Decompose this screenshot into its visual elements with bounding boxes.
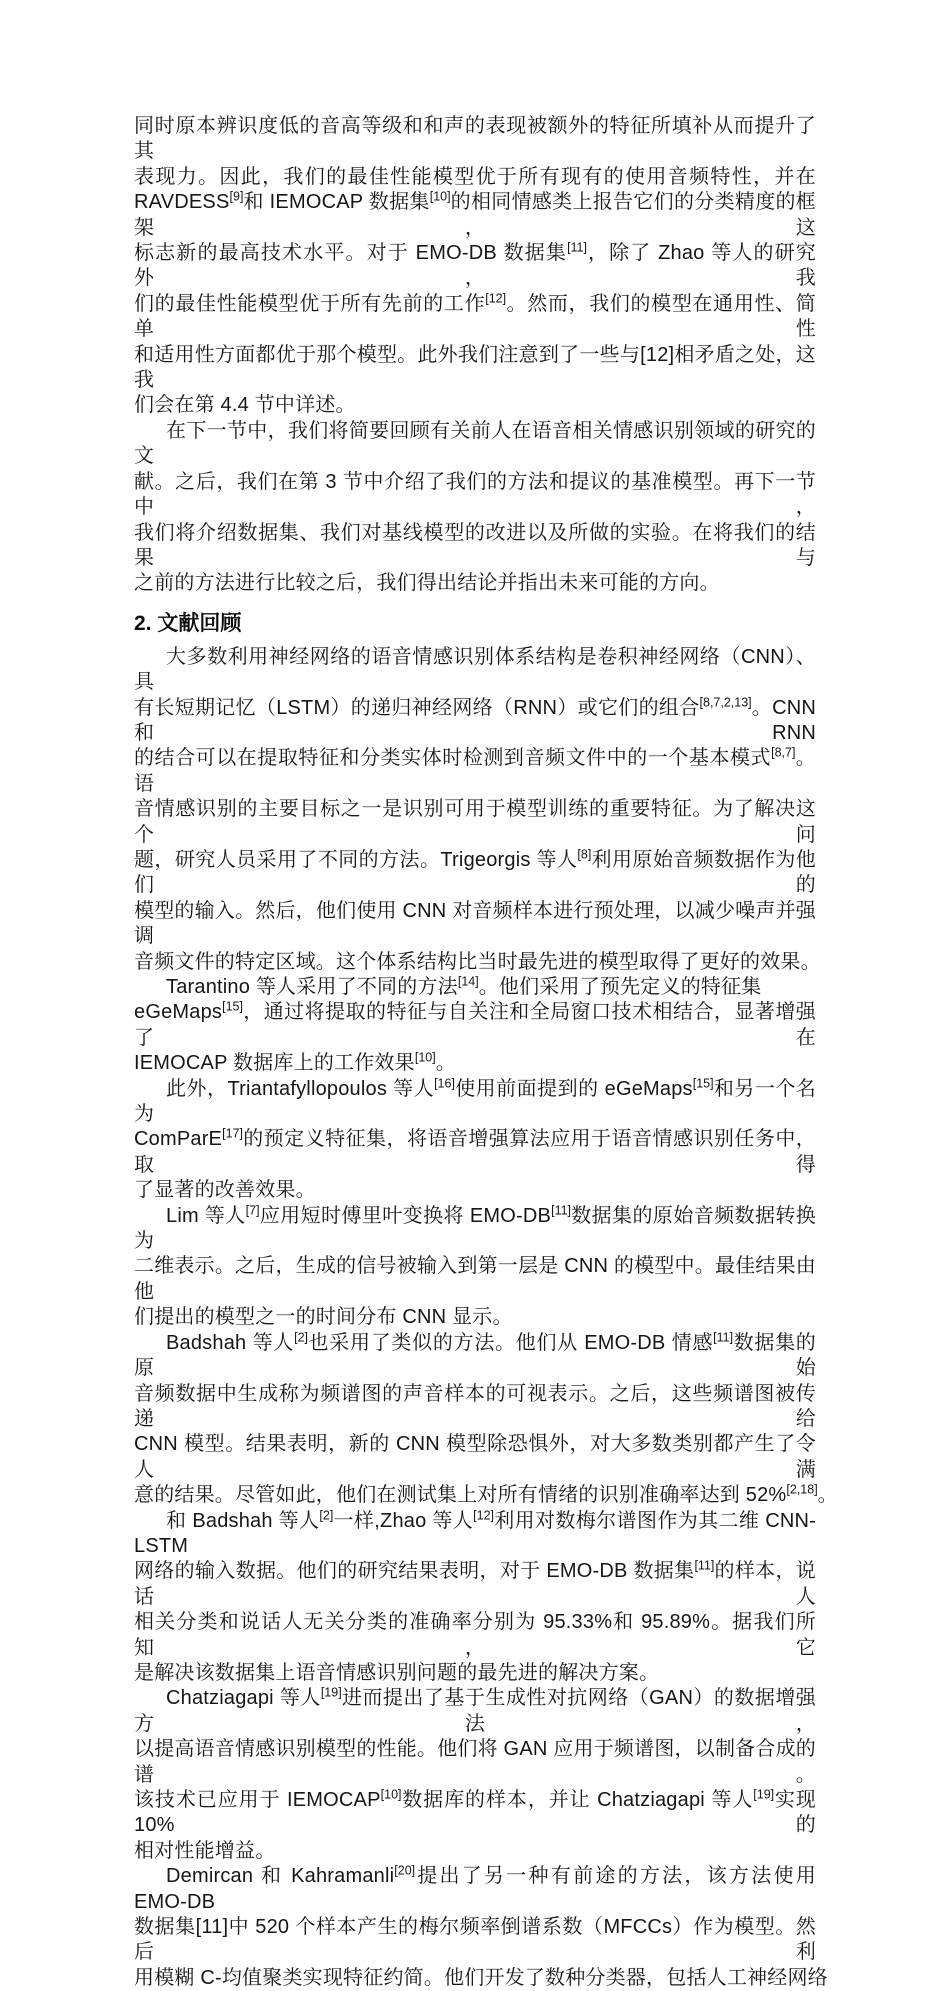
text-line: 二维表示。之后，生成的信号被输入到第一层是 CNN 的模型中。最佳结果由他 [134,1255,816,1303]
text-line: 有长短期记忆（LSTM）的递归神经网络（RNN）或它们的组合[8,7,2,13]。CNN 和 RNN [134,694,816,744]
text-line: 题，研究人员采用了不同的方法。Trigeorgis 等人[8]利用原始音频数据作为他们的 [134,847,816,897]
text-line: 相对性能增益。 [134,1839,276,1862]
paragraph [134,1686,816,1864]
citation-reference: [10] [414,1050,436,1065]
text-line: 和适用性方面都优于那个模型。此外我们注意到了一些与[12]相矛盾之处，这我 [134,343,816,392]
paragraph [134,975,816,1077]
citation-reference: [19] [753,1787,775,1802]
citation-reference: [2] [294,1330,308,1345]
citation-reference: [11] [567,240,587,255]
citation-reference: [9] [229,189,244,204]
text-line: ComParE[17]的预定义特征集，将语音增强算法应用于语音情感识别任务中，取得 [134,1126,816,1176]
paragraph [134,1204,816,1331]
citation-reference: [11] [713,1330,734,1345]
text-line: 模型的输入。然后，他们使用 CNN 对音频样本进行预处理，以减少噪声并强调 [134,899,816,948]
citation-reference: [10] [380,1787,402,1802]
text-line: 音频数据中生成称为频谱图的声音样本的可视表示。之后，这些频谱图被传递给 [134,1382,816,1430]
citation-reference: [15] [692,1075,714,1090]
citation-reference: [17] [222,1126,243,1141]
paragraph [134,1077,816,1204]
text-line: IEMOCAP 数据库上的工作效果[10]。 [134,1050,456,1075]
text-line: RAVDESS[9]和 IEMOCAP 数据集[10]的相同情感类上报告它们的分类精度的框架，这 [134,189,816,239]
paragraph [134,1330,838,1509]
citation-reference: [8,7,2,13] [699,694,752,709]
text-line: 表现力。因此，我们的最佳性能模型优于所有现有的使用音频特性，并在 [134,165,816,188]
paragraph [134,419,816,597]
text-line: 们的最佳性能模型优于所有先前的工作[12]。然而，我们的模型在通用性、简单性 [134,291,817,341]
citation-reference: [8] [577,847,592,862]
text-line: Lim 等人[7]应用短时傅里叶变换将 EMO-DB[11]数据集的原始音频数据转换为 [134,1203,816,1253]
paragraph [134,645,821,975]
text-line: 音频文件的特定区域。这个体系结构比当时最先进的模型取得了更好的效果。 [134,950,821,973]
paragraph [134,1863,828,1991]
text-line: Chatziagapi 等人[19]进而提出了基于生成性对抗网络（GAN）的数据增强方法， [134,1685,817,1735]
text-line: 献。之后，我们在第 3 节中介绍了我们的方法和提议的基准模型。再下一节中， [134,470,816,519]
citation-reference: [7] [245,1203,260,1217]
text-line: 此外，Triantafyllopoulos 等人[16]使用前面提到的 eGeMaps[15]和另一个名为 [134,1075,817,1126]
text-line: 标志新的最高技术水平。对于 EMO-DB 数据集[11]，除了 Zhao 等人的研究外，我 [134,240,817,290]
text-line: 音情感识别的主要目标之一是识别可用于模型训练的重要特征。为了解决这个问 [134,798,816,846]
text-line: 用模糊 C-均值聚类实现特征约简。他们开发了数种分类器，包括人工神经网络 [134,1966,828,1989]
citation-reference: [12] [473,1507,495,1522]
text-line: 以提高语音情感识别模型的性能。他们将 GAN 应用于频谱图，以制备合成的谱。 [134,1738,816,1786]
citation-reference: [8,7] [771,745,796,760]
text-line: 在下一节中，我们将简要回顾有关前人在语音相关情感识别领域的研究的文 [134,419,816,468]
text-line: 的结合可以在提取特征和分类实体时检测到音频文件中的一个基本模式[8,7]。语 [134,745,817,795]
text-line: 和 Badshah 等人[2]一样,Zhao 等人[12]利用对数梅尔谱图作为其二维 CNN-LSTM [134,1507,817,1557]
citation-reference: [12] [485,291,507,306]
text-line: 相关分类和说话人无关分类的准确率分别为 95.33%和 95.89%。据我们所知，它 [134,1611,816,1659]
text-line: 意的结果。尽管如此，他们在测试集上对所有情绪的识别准确率达到 52%[2,18]。 [134,1482,838,1507]
text-line: Tarantino 等人采用了不同的方法[14]。他们采用了预先定义的特征集 [166,974,762,998]
document-page [134,114,838,1991]
text-line: 是解决该数据集上语音情感识别问题的最先进的解决方案。 [134,1661,660,1684]
paragraph [134,1509,816,1687]
section-heading: 2. 文献回顾 [134,611,242,635]
text-line: eGeMaps[15]，通过将提取的特征与自关注和全局窗口技术相结合，显著增强了在 [134,999,816,1049]
text-line: CNN 模型。结果表明，新的 CNN 模型除恐惧外，对大多数类别都产生了令人满 [134,1433,816,1481]
citation-reference: [2] [319,1507,334,1522]
citation-reference: [20] [394,1863,416,1878]
text-line: 网络的输入数据。他们的研究结果表明，对于 EMO-DB 数据集[11]的样本，说话人 [134,1558,816,1608]
text-line: 们会在第 4.4 节中详述。 [134,394,356,417]
text-line: 我们将介绍数据集、我们对基线模型的改进以及所做的实验。在将我们的结果与 [134,521,816,569]
citation-reference: [19] [320,1685,342,1700]
text-line: Demircan 和 Kahramanli[20]提出了另一种有前途的方法，该方法使用 EMO-DB [134,1863,816,1913]
citation-reference: [2,18] [786,1482,818,1497]
citation-reference: [15] [222,999,243,1014]
paragraph [134,114,816,419]
text-line: Badshah 等人[2]也采用了类似的方法。他们从 EMO-DB 情感[11]数据集的原始 [134,1330,816,1380]
text-line: 同时原本辨识度低的音高等级和和声的表现被额外的特征所填补从而提升了其 [134,115,816,163]
text-line: 数据集[11]中 520 个样本产生的梅尔频率倒谱系数（MFCCs）作为模型。然后利 [134,1916,816,1964]
text-line: 之前的方法进行比较之后，我们得出结论并指出未来可能的方向。 [134,572,720,595]
citation-reference: [11] [694,1558,715,1573]
citation-reference: [10] [429,189,451,204]
text-line: 们提出的模型之一的时间分布 CNN 显示。 [134,1306,513,1329]
citation-reference: [16] [434,1075,455,1090]
text-line: 该技术已应用于 IEMOCAP[10]数据库的样本，并让 Chatziagapi 等人[19]实现 10%的 [134,1787,816,1837]
citation-reference: [11] [551,1203,572,1217]
citation-reference: [14] [457,974,479,989]
text-line: 大多数利用神经网络的语音情感识别体系结构是卷积神经网络（CNN）、具 [134,645,816,694]
text-line: 了显著的改善效果。 [134,1179,316,1202]
